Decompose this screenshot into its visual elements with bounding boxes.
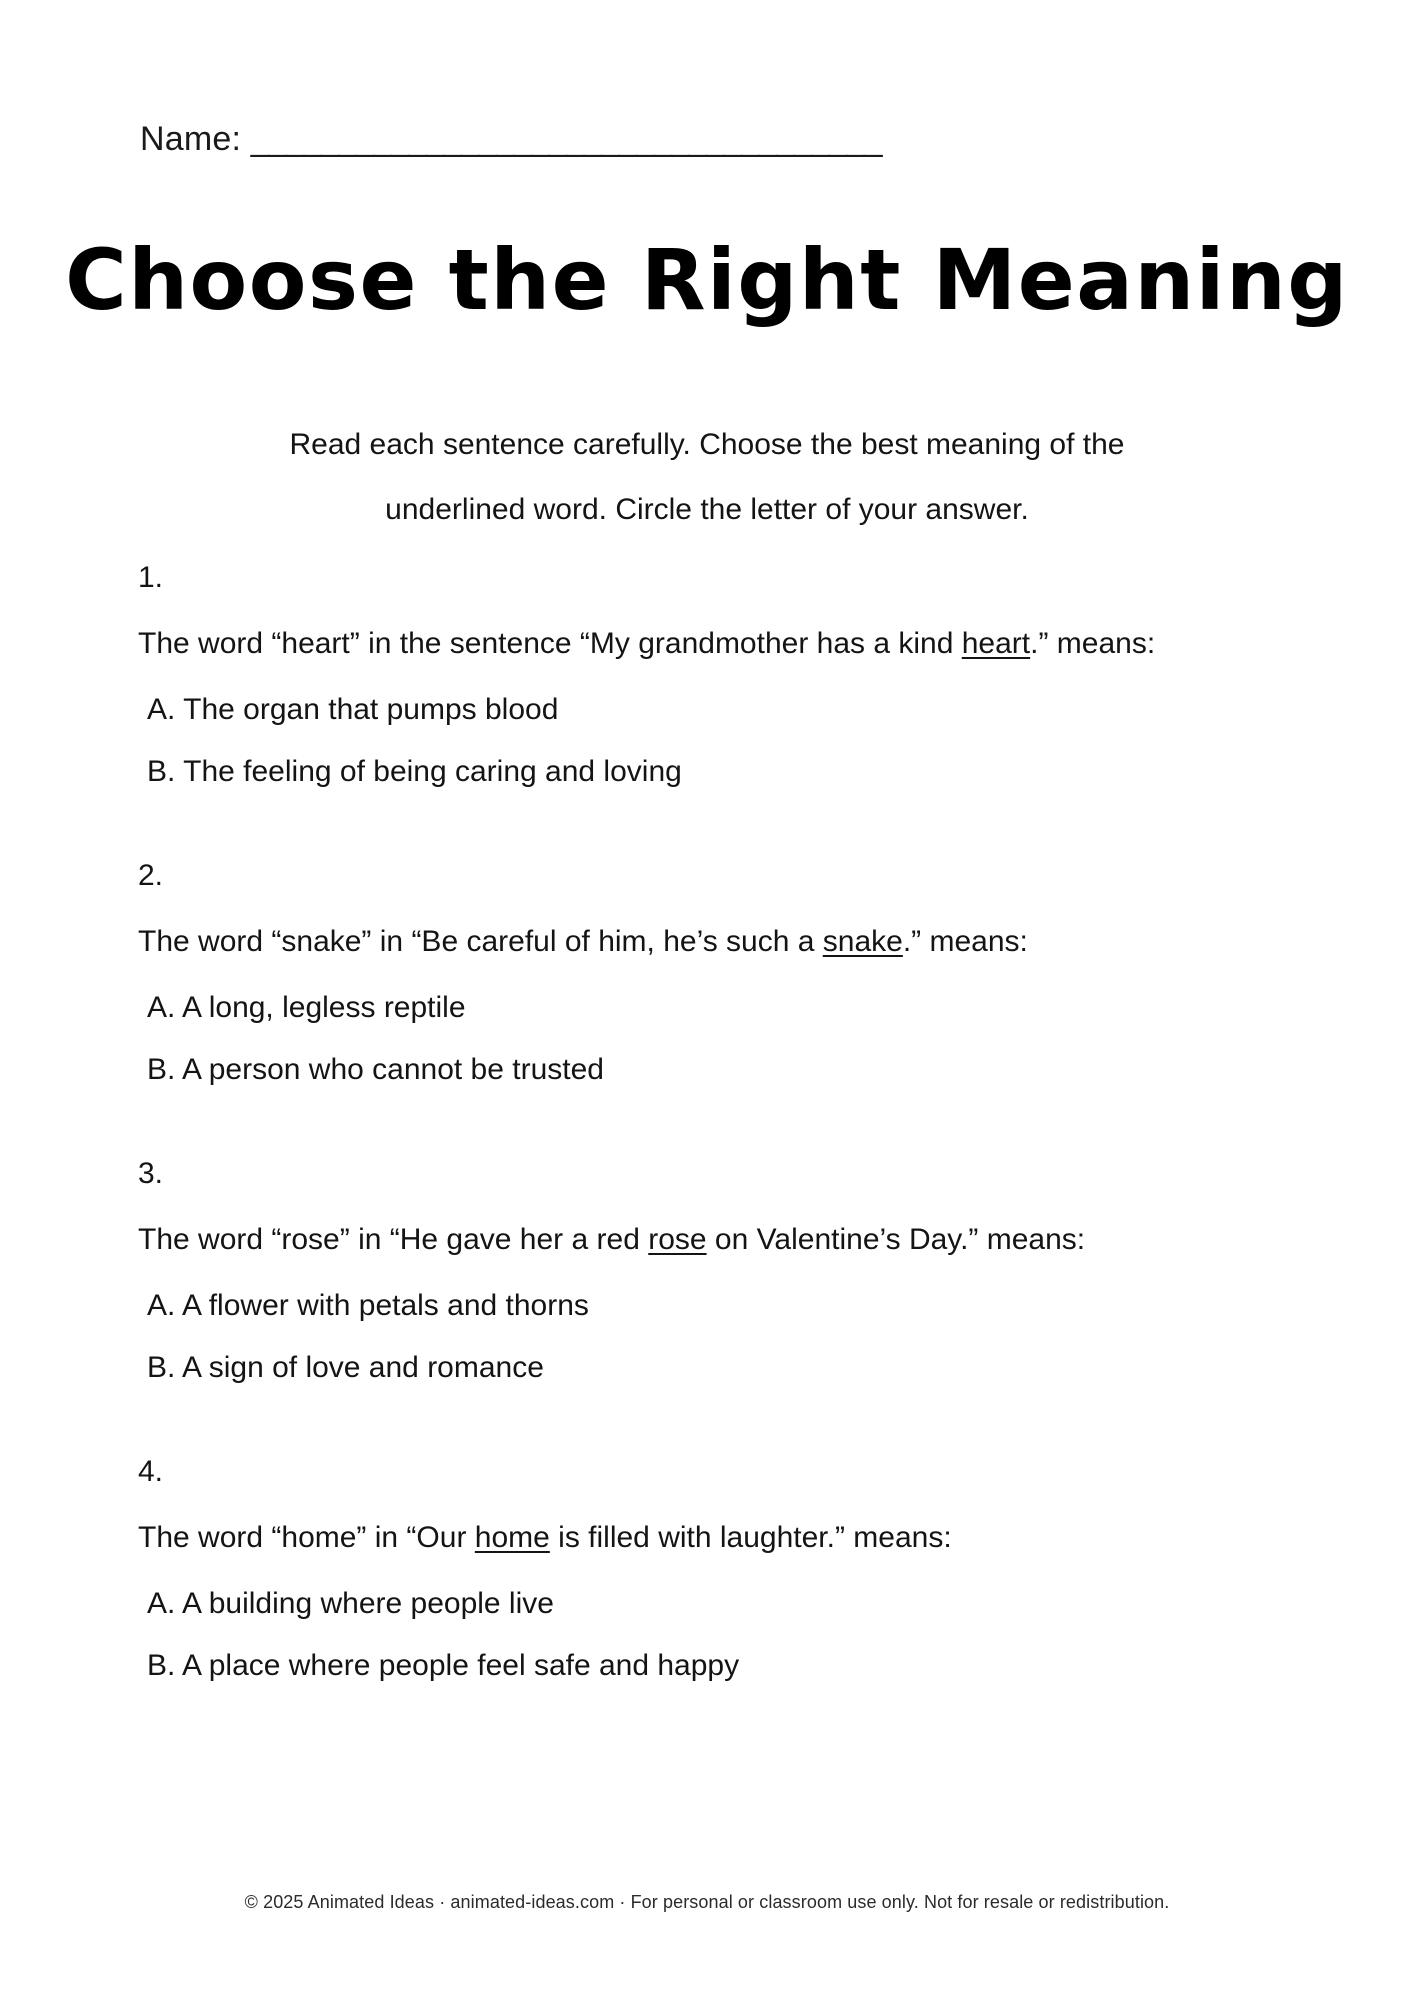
footer-copyright: © 2025 Animated Ideas · animated-ideas.com · For personal or classroom use only. Not for resale or redistribution. xyxy=(244,1892,1170,1912)
question-number: 2. xyxy=(138,859,164,892)
question-text-before: The word “snake” in “Be careful of him, he’s such a xyxy=(138,925,823,958)
question-text xyxy=(138,920,1318,964)
name-blank-line[interactable]: ____________________________________ xyxy=(250,120,882,158)
instructions-line-2: underlined word. Circle the letter of your answer. xyxy=(385,493,1029,526)
name-label: Name: xyxy=(140,120,242,158)
instructions xyxy=(207,412,1207,542)
question-block xyxy=(138,854,1318,1092)
question-text-after: on Valentine’s Day.” means: xyxy=(706,1223,1086,1256)
answer-option[interactable]: A. The organ that pumps blood xyxy=(147,693,559,726)
answer-option[interactable]: B. The feeling of being caring and loving xyxy=(147,755,682,788)
question-text-before: The word “heart” in the sentence “My grandmother has a kind xyxy=(138,627,962,660)
question-block xyxy=(138,1450,1318,1688)
question-text xyxy=(138,1218,1318,1262)
question-text-after: .” means: xyxy=(902,925,1028,958)
question-text xyxy=(138,622,1318,666)
question-text-after: is filled with laughter.” means: xyxy=(549,1521,952,1554)
question-text-after: .” means: xyxy=(1030,627,1156,660)
question-block xyxy=(138,556,1318,794)
answer-option[interactable]: A. A building where people live xyxy=(147,1587,554,1620)
answer-option[interactable]: B. A place where people feel safe and happy xyxy=(147,1649,740,1682)
underlined-word: home xyxy=(474,1521,550,1554)
answer-option[interactable]: B. A person who cannot be trusted xyxy=(147,1053,604,1086)
question-number: 1. xyxy=(138,561,164,594)
question-number: 4. xyxy=(138,1455,164,1488)
answer-option[interactable]: B. A sign of love and romance xyxy=(147,1351,544,1384)
question-text-before: The word “rose” in “He gave her a red xyxy=(138,1223,649,1256)
page-title: Choose the Right Meaning xyxy=(65,231,1349,329)
question-text xyxy=(138,1516,1318,1560)
question-block xyxy=(138,1152,1318,1390)
underlined-word: snake xyxy=(822,925,903,958)
question-text-before: The word “home” in “Our xyxy=(138,1521,475,1554)
underlined-word: rose xyxy=(648,1223,707,1256)
name-field-row xyxy=(140,118,1280,160)
underlined-word: heart xyxy=(961,627,1031,660)
instructions-line-1: Read each sentence carefully. Choose the best meaning of the xyxy=(289,428,1125,461)
question-number: 3. xyxy=(138,1157,164,1190)
questions-list xyxy=(138,556,1318,1688)
answer-option[interactable]: A. A flower with petals and thorns xyxy=(147,1289,589,1322)
answer-option[interactable]: A. A long, legless reptile xyxy=(147,991,466,1024)
